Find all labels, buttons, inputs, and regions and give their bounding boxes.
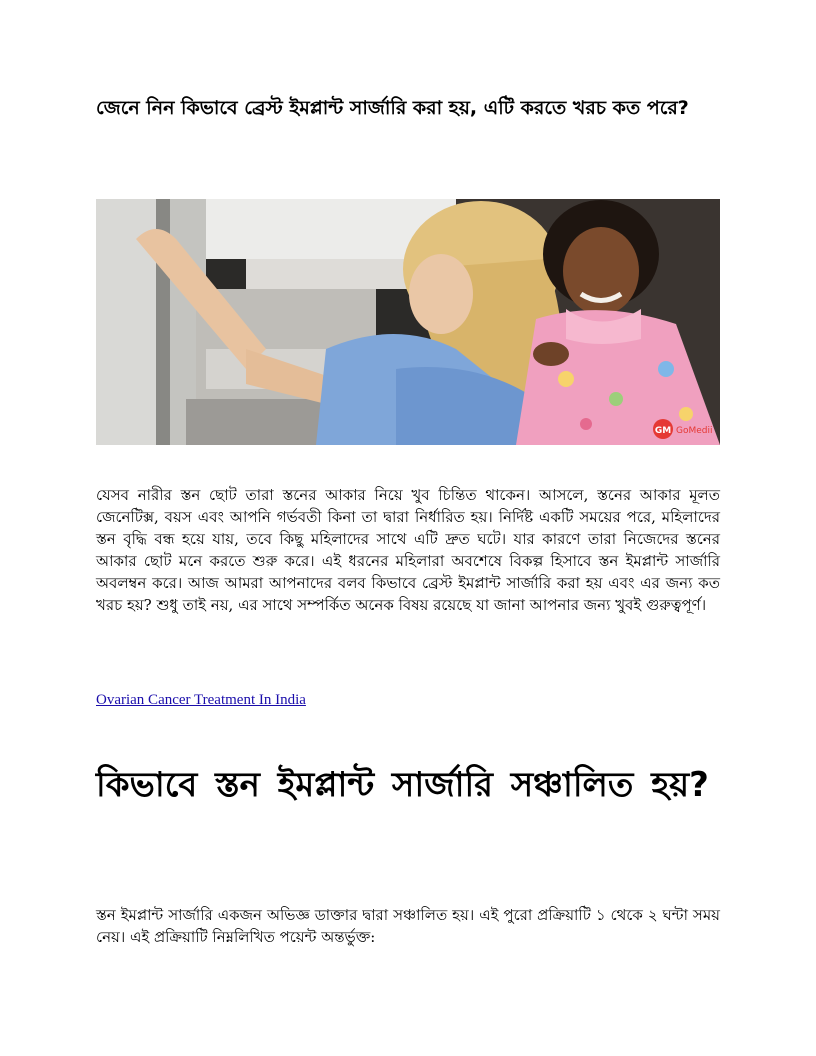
watermark-text: GoMedii [676, 426, 713, 436]
hero-photo [96, 199, 720, 445]
section-heading: কিভাবে স্তন ইমপ্লান্ট সার্জারি সঞ্চালিত হয়? [96, 765, 709, 805]
article-title: জেনে নিন কিভাবে ব্রেস্ট ইমপ্লান্ট সার্জারি করা হয়, এটি করতে খরচ কত পরে? [96, 97, 689, 119]
intro-paragraph: যেসব নারীর স্তন ছোট তারা স্তনের আকার নিয়ে খুব চিন্তিত থাকেন। আসলে, স্তনের আকার মূলত জেনেটিক্স, বয়স এবং আপনি গর্ভবতী কিনা তা দ্বারা নির্ধারিত হয়। নির্দিষ্ট একটি সময়ের পরে, মহিলাদের স্তন বৃদ্ধি বন্ধ হয়ে যায়, তবে কিছু মহিলাদের সাথে এটি দ্রুত ঘটে। যার কারণে তারা নিজেদের স্তনের আকার ছোট মনে করতে শুরু করে। এই ধরনের মহিলারা অবশেষে বিকল্প হিসাবে স্তন ইমপ্লান্ট সার্জারি অবলম্বন করে। আজ আমরা আপনাদের বলব কিভাবে ব্রেস্ট ইমপ্লান্ট সার্জারি করা হয় এবং এর জন্য কত খরচ হয়? শুধু তাই নয়, এর সাথে সম্পর্কিত অনেক বিষয় রয়েছে যা জানা আপনার জন্য খুবই গুরুত্বপূর্ণ। [96, 486, 721, 614]
watermark-logo: GM [654, 426, 672, 436]
section-paragraph: স্তন ইমপ্লান্ট সার্জারি একজন অভিজ্ঞ ডাক্তার দ্বারা সঞ্চালিত হয়। এই পুরো প্রক্রিয়াটি ১ থেকে ২ ঘন্টা সময় নেয়। এই প্রক্রিয়াটি নিম্নলিখিত পয়েন্ট অন্তর্ভুক্ত: [96, 906, 720, 946]
ovarian-cancer-link[interactable]: Ovarian Cancer Treatment In India [96, 692, 306, 708]
